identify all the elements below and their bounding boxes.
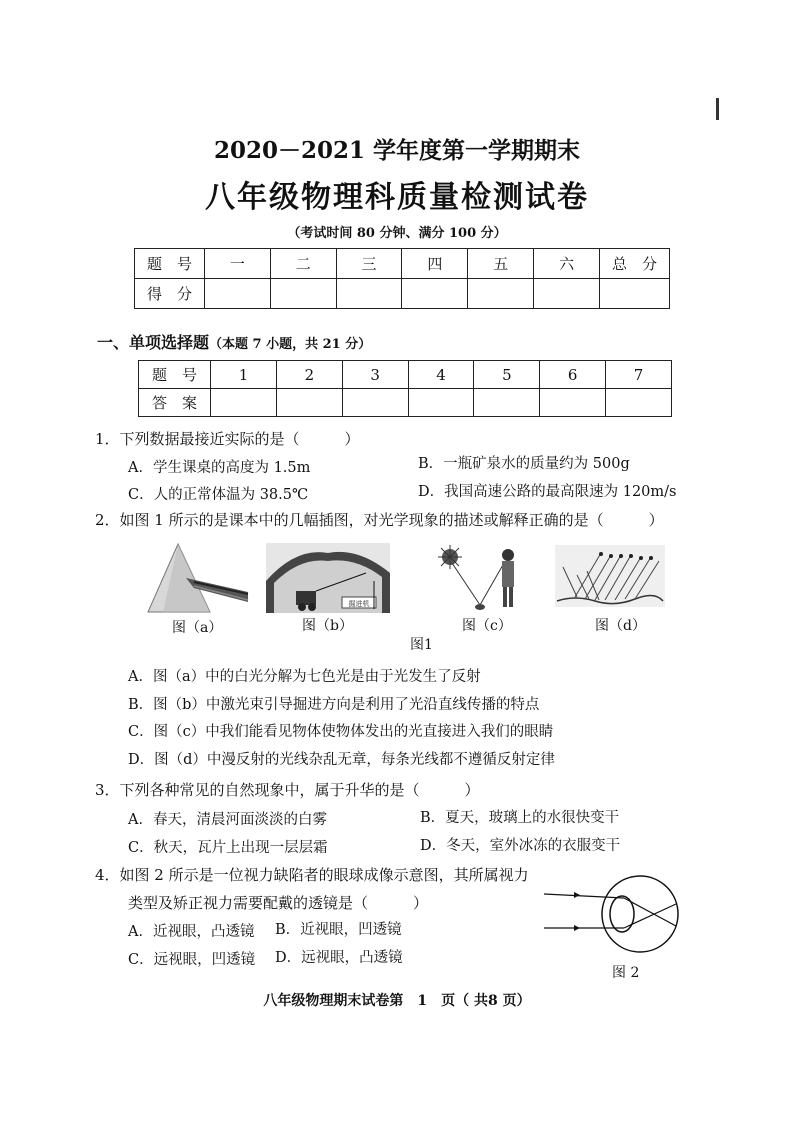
answer-col-3: 3	[342, 361, 408, 389]
score-col-4: 四	[402, 249, 468, 279]
question-3-option-a[interactable]: A．春天，清晨河面淡淡的白雾	[128, 812, 327, 828]
answer-col-4: 4	[408, 361, 474, 389]
section-note: （本题 7 小题，共 21 分）	[209, 337, 372, 352]
exam-title: 八年级物理科质量检测试卷	[205, 180, 589, 215]
score-cell[interactable]	[534, 279, 600, 309]
diffuse-reflection-figure	[555, 545, 665, 607]
score-col-2: 二	[270, 249, 336, 279]
answer-cell[interactable]	[211, 389, 277, 417]
exam-year-title: 2020－2021 学年度第一学期期末	[213, 137, 581, 164]
page-footer: 八年级物理期末试卷第 1 页（ 共8 页）	[263, 993, 531, 1009]
figure-caption-d: 图（d）	[595, 618, 646, 634]
answer-cell[interactable]	[474, 389, 540, 417]
question-2-option-c[interactable]: C．图（c）中我们能看见物体使物体发出的光直接进入我们的眼睛	[128, 724, 554, 740]
question-2-stem: 2．如图 1 所示的是课本中的几幅插图，对光学现象的描述或解释正确的是（ ）	[95, 511, 664, 529]
answer-col-5: 5	[474, 361, 540, 389]
answer-cell[interactable]	[606, 389, 672, 417]
figure-1-title: 图1	[410, 637, 433, 653]
figure-caption-b: 图（b）	[302, 618, 353, 634]
question-2-option-d[interactable]: D．图（d）中漫反射的光线杂乱无章，每条光线都不遵循反射定律	[128, 752, 555, 768]
answer-cell[interactable]	[276, 389, 342, 417]
answer-col-7: 7	[606, 361, 672, 389]
question-1-option-a[interactable]: A．学生课桌的高度为 1.5m	[128, 460, 311, 476]
eye-diagram-figure	[540, 868, 690, 960]
score-row-label-number: 题 号	[135, 249, 205, 279]
question-4-option-c[interactable]: C．远视眼，凹透镜	[128, 952, 256, 968]
question-1-option-c[interactable]: C．人的正常体温为 38.5℃	[128, 487, 309, 503]
figure-2-caption: 图 2	[612, 965, 640, 981]
question-4-stem-line2: 类型及矫正视力需要配戴的透镜是（ ）	[128, 894, 429, 912]
question-4-stem-line1: 4．如图 2 所示是一位视力缺陷者的眼球成像示意图，其所属视力	[95, 866, 529, 884]
section-title: 一、单项选择题	[97, 333, 210, 352]
question-2-option-a[interactable]: A．图（a）中的白光分解为七色光是由于光发生了反射	[128, 669, 481, 685]
score-col-6: 六	[534, 249, 600, 279]
exam-time-note: （考试时间 80 分钟、满分 100 分）	[287, 226, 507, 241]
answer-cell[interactable]	[540, 389, 606, 417]
answer-col-2: 2	[276, 361, 342, 389]
score-cell[interactable]	[336, 279, 402, 309]
question-1-option-b[interactable]: B．一瓶矿泉水的质量约为 500g	[418, 456, 630, 472]
score-row-label-score: 得 分	[135, 279, 205, 309]
score-col-total: 总 分	[600, 249, 670, 279]
answer-row-label-number: 题 号	[139, 361, 211, 389]
tunnel-sign-text: 掘进机	[348, 600, 370, 608]
question-2-option-b[interactable]: B．图（b）中激光束引导掘进方向是利用了光沿直线传播的特点	[128, 697, 540, 713]
answer-col-6: 6	[540, 361, 606, 389]
question-1-option-d[interactable]: D．我国高速公路的最高限速为 120m/s	[418, 484, 677, 500]
question-1-stem: 1．下列数据最接近实际的是（ ）	[95, 430, 360, 448]
score-col-3: 三	[336, 249, 402, 279]
question-4-option-d[interactable]: D．远视眼，凸透镜	[275, 950, 403, 966]
question-3-option-b[interactable]: B．夏天，玻璃上的水很快变干	[420, 810, 620, 826]
figure-caption-a: 图（a）	[172, 620, 223, 636]
answer-table	[138, 360, 672, 417]
question-3-option-c[interactable]: C．秋天，瓦片上出现一层层霜	[128, 840, 328, 856]
score-cell[interactable]	[600, 279, 670, 309]
section-heading	[97, 330, 371, 353]
score-cell[interactable]	[468, 279, 534, 309]
question-4-option-b[interactable]: B．近视眼，凹透镜	[275, 922, 402, 938]
figure-caption-c: 图（c）	[462, 618, 512, 634]
question-4-option-a[interactable]: A．近视眼，凸透镜	[128, 924, 255, 940]
score-cell[interactable]	[402, 279, 468, 309]
question-3-stem: 3．下列各种常见的自然现象中，属于升华的是（ ）	[95, 781, 480, 799]
seeing-object-figure	[436, 543, 532, 615]
question-3-option-d[interactable]: D．冬天，室外冰冻的衣服变干	[420, 838, 621, 854]
score-col-1: 一	[204, 249, 270, 279]
score-table	[134, 248, 670, 309]
score-cell[interactable]	[270, 279, 336, 309]
answer-row-label-answer: 答 案	[139, 389, 211, 417]
prism-dispersion-figure	[138, 538, 250, 616]
score-col-5: 五	[468, 249, 534, 279]
tunnel-laser-figure	[266, 543, 390, 613]
answer-col-1: 1	[211, 361, 277, 389]
answer-cell[interactable]	[342, 389, 408, 417]
page-edge-mark	[716, 98, 719, 120]
score-cell[interactable]	[204, 279, 270, 309]
answer-cell[interactable]	[408, 389, 474, 417]
